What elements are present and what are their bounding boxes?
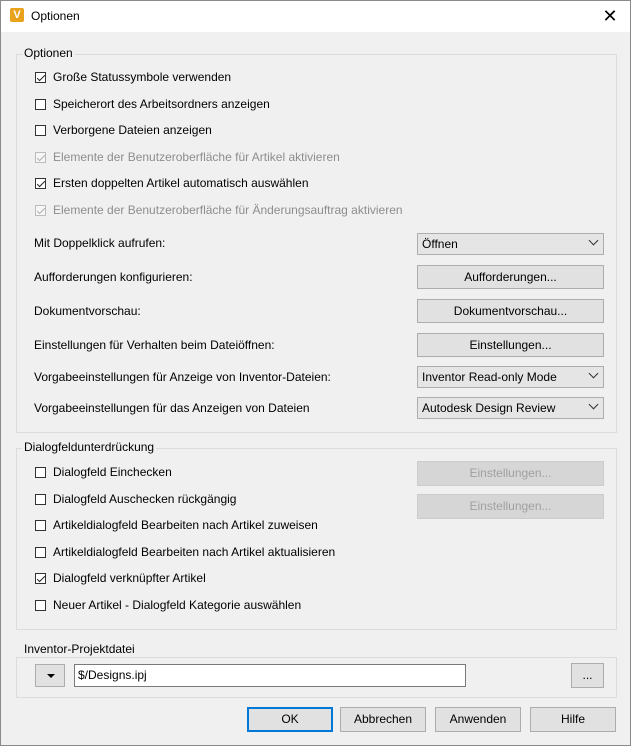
checkbox-box (35, 205, 46, 216)
checkbox-linked-item-dialog[interactable] (35, 570, 206, 586)
close-icon[interactable]: ✕ (602, 6, 618, 26)
checkbox-change-order-ui-elements (35, 202, 403, 218)
cancel-button[interactable]: Abbrechen (340, 707, 426, 732)
checkbox-undo-checkout-dialog[interactable] (35, 491, 236, 507)
checkbox-box[interactable] (35, 573, 46, 584)
fileopen-settings-button[interactable]: Einstellungen... (417, 333, 604, 357)
chevron-down-icon (589, 369, 599, 379)
vault-app-icon: V (10, 8, 24, 22)
checkbox-large-status-icons[interactable] (35, 69, 231, 85)
triangle-down-icon (47, 674, 55, 678)
checkbox-show-hidden-files[interactable] (35, 122, 212, 138)
checkbox-box[interactable] (35, 467, 46, 478)
prompts-button[interactable]: Aufforderungen... (417, 265, 604, 289)
checkbox-box[interactable] (35, 178, 46, 189)
preview-button[interactable]: Dokumentvorschau... (417, 299, 604, 323)
title-bar (1, 1, 630, 32)
checkbox-label: Speicherort des Arbeitsordners anzeigen (53, 97, 270, 111)
checkbox-label: Elemente der Benutzeroberfläche für Änderungsauftrag aktivieren (53, 203, 403, 217)
checkbox-box[interactable] (35, 547, 46, 558)
help-button[interactable]: Hilfe (530, 707, 616, 732)
preview-label: Dokumentvorschau: (34, 304, 141, 318)
options-group-title: Optionen (24, 46, 73, 60)
file-view-value: Autodesk Design Review (422, 401, 556, 415)
checkbox-show-working-folder[interactable] (35, 96, 270, 112)
checkbox-label: Artikeldialogfeld Bearbeiten nach Artikel zuweisen (53, 518, 318, 532)
checkbox-label: Dialogfeld Auschecken rückgängig (53, 492, 237, 506)
checkbox-box[interactable] (35, 99, 46, 110)
doubleclick-label: Mit Doppelklick aufrufen: (34, 236, 166, 250)
project-path-input[interactable]: $/Designs.ipj (74, 664, 466, 687)
checkbox-box[interactable] (35, 72, 46, 83)
checkbox-label: Ersten doppelten Artikel automatisch auswählen (53, 176, 309, 190)
checkbox-item-assign-dialog[interactable] (35, 517, 318, 533)
checkbox-label: Dialogfeld Einchecken (53, 465, 172, 479)
undo-checkout-settings-button: Einstellungen... (417, 494, 604, 519)
checkbox-box[interactable] (35, 600, 46, 611)
prompts-label: Aufforderungen konfigurieren: (34, 270, 193, 284)
doubleclick-select[interactable] (417, 233, 604, 255)
inventor-view-label: Vorgabeeinstellungen für Anzeige von Inventor-Dateien: (34, 370, 331, 384)
apply-button[interactable]: Anwenden (435, 707, 521, 732)
doubleclick-value: Öffnen (422, 237, 458, 251)
checkbox-box[interactable] (35, 125, 46, 136)
checkbox-auto-select-duplicate[interactable] (35, 175, 309, 191)
checkbox-label: Große Statussymbole verwenden (53, 70, 232, 84)
file-view-select[interactable] (417, 397, 604, 419)
checkbox-label: Artikeldialogfeld Bearbeiten nach Artikel aktualisieren (53, 545, 336, 559)
checkbox-item-update-dialog[interactable] (35, 544, 335, 560)
checkbox-box[interactable] (35, 494, 46, 505)
checkbox-label: Neuer Artikel - Dialogfeld Kategorie auswählen (53, 598, 302, 612)
file-view-label: Vorgabeeinstellungen für das Anzeigen von Dateien (34, 401, 310, 415)
checkbox-item-ui-elements (35, 149, 340, 165)
checkbox-label: Verborgene Dateien anzeigen (53, 123, 212, 137)
chevron-down-icon (589, 236, 599, 246)
ok-button[interactable]: OK (247, 707, 333, 732)
project-browse-button[interactable]: ... (571, 663, 604, 688)
checkbox-label: Dialogfeld verknüpfter Artikel (53, 571, 206, 585)
checkin-settings-button: Einstellungen... (417, 461, 604, 486)
project-dropdown-button[interactable] (35, 664, 65, 687)
fileopen-label: Einstellungen für Verhalten beim Dateiöffnen: (34, 338, 275, 352)
chevron-down-icon (589, 400, 599, 410)
checkbox-box[interactable] (35, 520, 46, 531)
project-file-group-title: Inventor-Projektdatei (24, 642, 135, 656)
window-title: Optionen (31, 9, 80, 23)
dialog-suppression-group-title: Dialogfeldunterdrückung (24, 440, 155, 454)
inventor-view-value: Inventor Read-only Mode (422, 370, 557, 384)
checkbox-checkin-dialog[interactable] (35, 464, 172, 480)
checkbox-box (35, 152, 46, 163)
inventor-view-select[interactable] (417, 366, 604, 388)
checkbox-new-item-category-dialog[interactable] (35, 597, 301, 613)
checkbox-label: Elemente der Benutzeroberfläche für Artikel aktivieren (53, 150, 340, 164)
